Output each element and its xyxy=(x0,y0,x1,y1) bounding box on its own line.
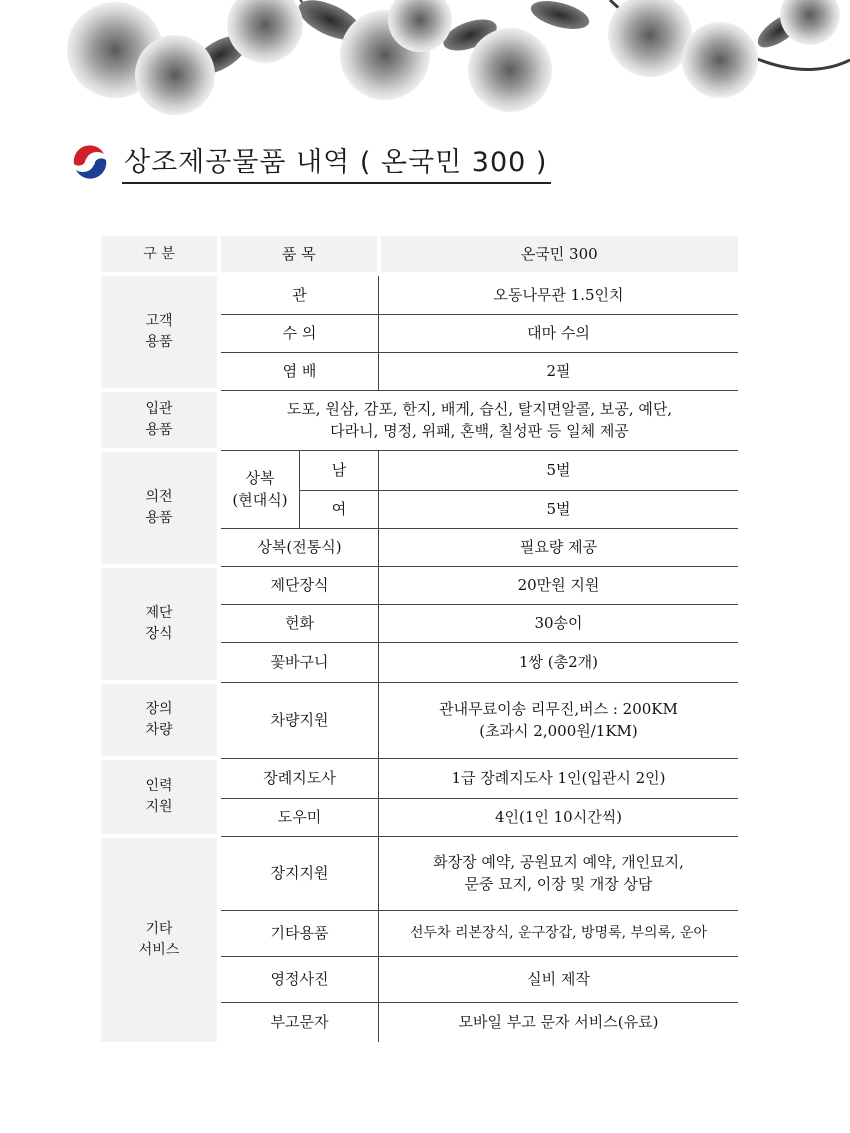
item-name: 영정사진 xyxy=(219,956,379,1002)
item-name: 관 xyxy=(219,274,379,314)
category-vehicle: 장의 차량 xyxy=(101,682,219,758)
table-row xyxy=(101,390,738,450)
category-altar: 제단 장식 xyxy=(101,566,219,682)
header-item: 품 목 xyxy=(219,236,379,274)
item-name: 도우미 xyxy=(219,798,379,836)
item-value: 1쌍 (총2개) xyxy=(379,642,739,682)
item-value: 선두차 리본장식, 운구장갑, 방명록, 부의록, 운아 xyxy=(379,910,739,956)
table-row xyxy=(101,274,738,314)
item-value: 모바일 부고 문자 서비스(유료) xyxy=(379,1002,739,1042)
item-name: 장례지도사 xyxy=(219,758,379,798)
item-value: 대마 수의 xyxy=(379,314,739,352)
item-value: 오동나무관 1.5인치 xyxy=(379,274,739,314)
category-customer: 고객 용품 xyxy=(101,274,219,390)
item-name: 차량지원 xyxy=(219,682,379,758)
item-name: 부고문자 xyxy=(270,1013,329,1031)
item-name: 여 xyxy=(300,490,379,528)
item-name: 제단장식 xyxy=(219,566,379,604)
item-name: 헌화 xyxy=(219,604,379,642)
table-row xyxy=(101,450,738,490)
item-value: 화장장 예약, 공원묘지 예약, 개인묘지, 문중 묘지, 이장 및 개장 상담 xyxy=(379,836,739,910)
table-row xyxy=(101,758,738,798)
item-value: 필요량 제공 xyxy=(379,528,739,566)
modern-mourning-clothes-label: 상복 (현대식) xyxy=(219,450,300,528)
item-value: 2필 xyxy=(379,352,739,390)
item-name: 상복(전통식) xyxy=(219,528,379,566)
item-value: 4인(1인 10시간씩) xyxy=(379,798,739,836)
item-value: 30송이 xyxy=(379,604,739,642)
item-value: 관내무료이송 리무진,버스 : 200KM (초과시 2,000원/1KM) xyxy=(379,682,739,758)
table-row xyxy=(101,682,738,758)
category-coffin: 입관 용품 xyxy=(101,390,219,450)
item-value: 실비 제작 xyxy=(379,956,739,1002)
item-value: 1급 장례지도사 1인(입관시 2인) xyxy=(379,758,739,798)
table-row xyxy=(101,836,738,910)
item-name: 수 의 xyxy=(219,314,379,352)
item-name: 장지지원 xyxy=(219,836,379,910)
item-value: 5벌 xyxy=(379,490,739,528)
item-name: 염 배 xyxy=(219,352,379,390)
title-block xyxy=(70,140,551,184)
category-staff: 인력 지원 xyxy=(101,758,219,836)
item-name: 꽃바구니 xyxy=(219,642,379,682)
table-header xyxy=(101,236,738,274)
items-table xyxy=(101,236,738,1042)
table-row xyxy=(101,566,738,604)
item-value: 5벌 xyxy=(379,450,739,490)
header-plan: 온국민 300 xyxy=(379,236,739,274)
category-other: 기타 서비스 xyxy=(101,836,219,1042)
item-name: 남 xyxy=(300,450,379,490)
coffin-items: 도포, 원삼, 감포, 한지, 배게, 습신, 탈지면알콜, 보공, 예단, 다라니, 명정, 위패, 혼백, 칠성판 등 일체 제공 xyxy=(219,390,738,450)
page-title: 상조제공물품 내역 ( 온국민 300 ) xyxy=(122,140,551,184)
item-name: 기타용품 xyxy=(219,910,379,956)
item-value: 20만원 지원 xyxy=(379,566,739,604)
header-category: 구 분 xyxy=(101,236,219,274)
company-emblem-icon xyxy=(70,142,110,182)
chrysanthemum-banner-illustration xyxy=(0,0,850,120)
category-clothing: 의전 용품 xyxy=(101,450,219,566)
